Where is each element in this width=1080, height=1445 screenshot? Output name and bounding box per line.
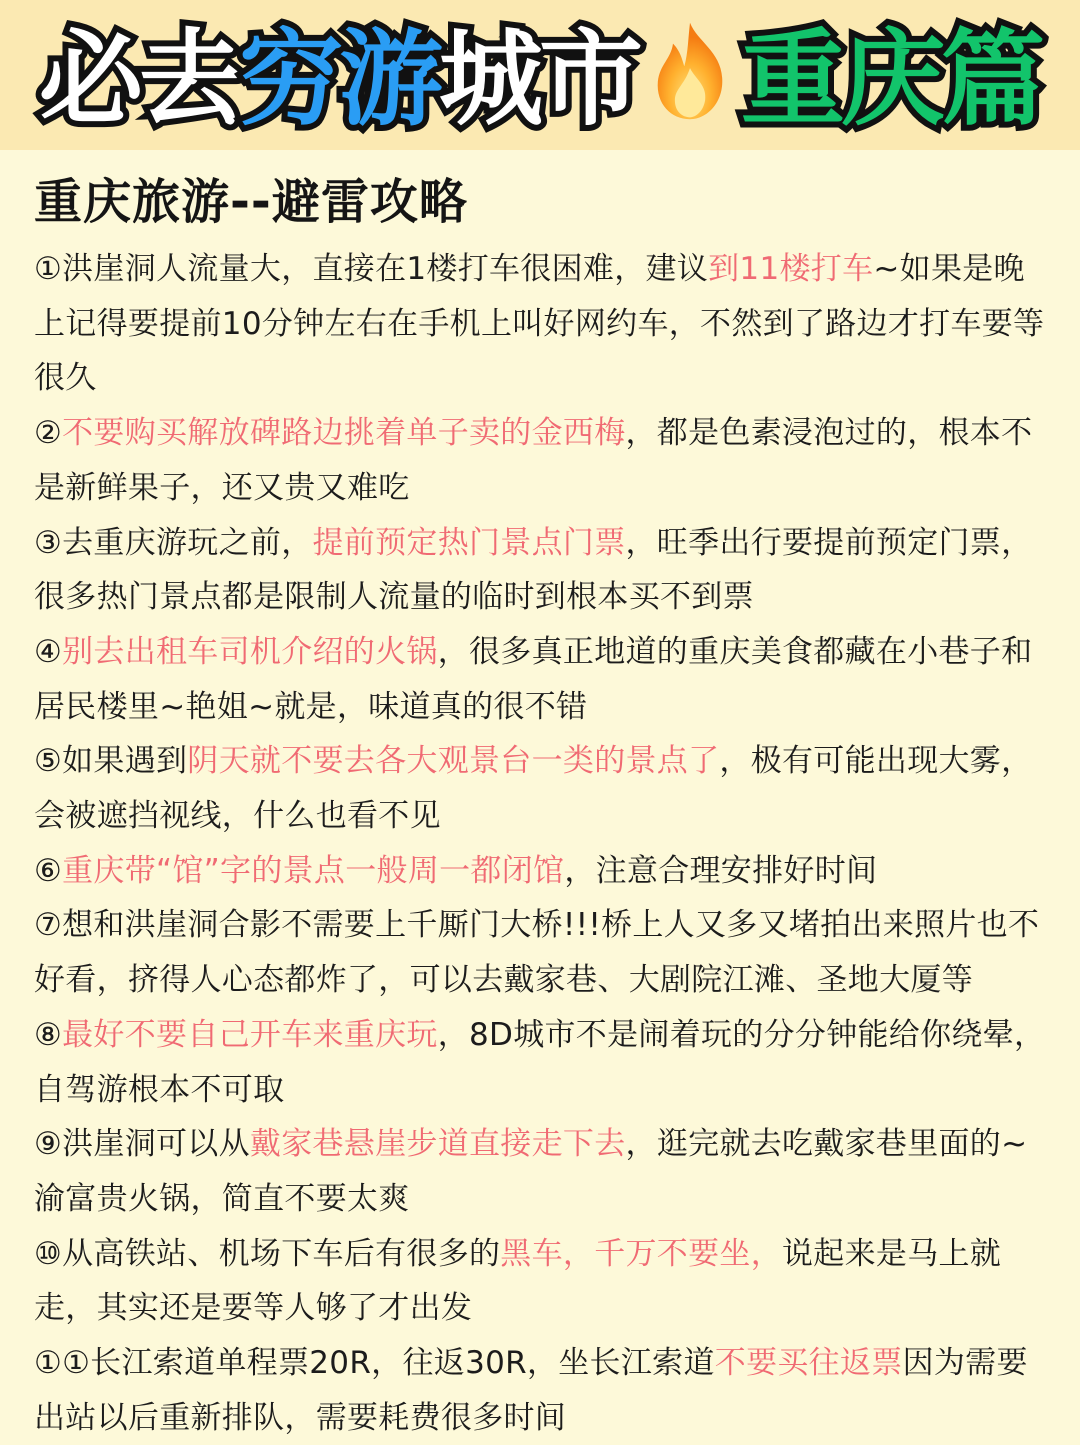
tip-highlight: 不要买往返票 [714, 1345, 903, 1382]
tip-4 [34, 625, 1050, 734]
tip-text: ⑤如果遇到 [34, 743, 188, 780]
fire-icon [641, 19, 739, 123]
tip-text: ⑨洪崖洞可以从 [34, 1126, 250, 1163]
tip-highlight: 别去出租车司机介绍的火锅 [62, 633, 438, 670]
tip-highlight: 最好不要自己开车来重庆玩 [62, 1016, 438, 1053]
tip-highlight: 不要购买解放碑路边挑着单子卖的金西梅 [62, 415, 626, 452]
tip-text: ，注意合理安排好时间 [564, 852, 878, 889]
tip-text: ④ [34, 633, 63, 670]
tip-text: ② [34, 415, 63, 452]
tip-3 [34, 516, 1050, 625]
banner-title-part3: 城市 [439, 18, 640, 140]
tip-6 [34, 844, 1050, 899]
tip-text: ，8D城市不是闹着玩的分分钟能给你绕晕，自驾游根本不可取 [34, 1016, 1046, 1108]
tip-8 [34, 1008, 1050, 1117]
banner-title-part2: 穷游 [238, 18, 439, 140]
tip-text: ⑧ [34, 1016, 63, 1053]
tip-text: 因为需要出站以后重新排队，需要耗费很多时间 [34, 1345, 1028, 1436]
article-body [34, 166, 1050, 1445]
banner-title-part1: 必去 [38, 18, 239, 140]
tip-text: 说起来是马上就走，其实还是要等人够了才出发 [34, 1235, 1002, 1327]
tip-highlight: 到11楼打车 [708, 251, 874, 287]
banner-title-part4: 重庆篇 [741, 18, 1042, 140]
tip-2 [34, 406, 1050, 515]
tip-text: ，极有可能出现大雾，会被遮挡视线，什么也看不见 [34, 743, 1033, 835]
tip-10 [34, 1227, 1050, 1336]
tip-text: ~如果是晚上记得要提前10分钟左右在手机上叫好网约车，不然到了路边才打车要等很久 [34, 251, 1045, 397]
tip-text: ①洪崖洞人流量大，直接在1楼打车很困难，建议 [34, 251, 709, 287]
page-title: 重庆旅游--避雷攻略 [34, 174, 468, 230]
tip-5 [34, 734, 1050, 843]
tip-text: ①①长江索道单程票20R，往返30R，坐长江索道 [34, 1345, 715, 1382]
tip-highlight: 黑车，千万不要坐， [500, 1235, 782, 1272]
tip-highlight: 重庆带“馆”字的景点一般周一都闭馆 [62, 852, 565, 889]
title-banner [0, 0, 1080, 150]
tip-text: ，逛完就去吃戴家巷里面的~渝富贵火锅，简直不要太爽 [34, 1126, 1028, 1217]
tip-highlight: 提前预定热门景点门票 [312, 524, 626, 561]
tip-text: ⑦想和洪崖洞合影不需要上千厮门大桥!!!桥上人又多又堵拍出来照片也不好看，挤得人心态都炸了，可以去戴家巷、大剧院江滩、圣地大厦等 [34, 907, 1040, 999]
tip-1 [34, 242, 1050, 406]
tip-9 [34, 1117, 1050, 1226]
tip-text: ⑥ [34, 852, 63, 889]
tip-11 [34, 1336, 1050, 1445]
tip-highlight: 阴天就不要去各大观景台一类的景点了 [187, 743, 720, 780]
tip-text: ，旺季出行要提前预定门票，很多热门景点都是限制人流量的临时到根本买不到票 [34, 524, 1033, 616]
tip-7 [34, 898, 1050, 1007]
banner-title [38, 18, 1042, 140]
tip-text: ，都是色素浸泡过的，根本不是新鲜果子，还又贵又难吃 [34, 415, 1033, 506]
tip-text: ⑩从高铁站、机场下车后有很多的 [34, 1235, 501, 1272]
tip-highlight: 戴家巷悬崖步道直接走下去 [249, 1126, 626, 1163]
tip-text: ③去重庆游玩之前， [34, 524, 313, 561]
tip-text: ，很多真正地道的重庆美食都藏在小巷子和居民楼里~艳姐~就是，味道真的很不错 [34, 633, 1033, 725]
